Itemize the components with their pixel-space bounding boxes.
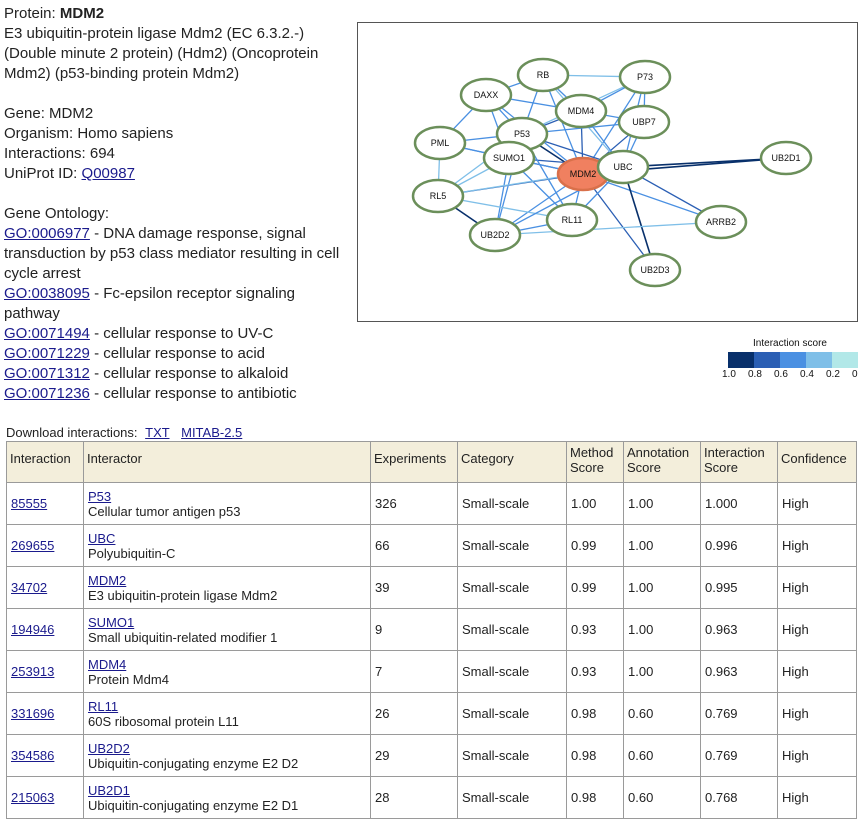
cell-annotation-score: 1.00 <box>624 525 701 567</box>
network-node-ub2d3[interactable] <box>630 254 680 286</box>
network-node-label: DAXX <box>473 90 499 100</box>
download-label: Download interactions: <box>6 425 138 440</box>
go-term-link[interactable]: GO:0071312 <box>4 365 90 382</box>
interactor-name: Protein Mdm4 <box>88 671 169 687</box>
go-term-text: - Fc-epsilon receptor signaling pathway <box>4 285 295 322</box>
cell-category: Small-scale <box>458 693 567 735</box>
network-node-label: RL11 <box>561 215 583 225</box>
header-category[interactable]: Category <box>458 442 567 483</box>
header-interactor[interactable]: Interactor <box>84 442 371 483</box>
interactor-symbol-link[interactable]: MDM4 <box>88 656 127 672</box>
go-term-text: - cellular response to acid <box>89 345 265 362</box>
header-method-score[interactable] <box>567 442 624 483</box>
cell-interactor <box>84 735 371 777</box>
go-term <box>4 364 354 384</box>
download-txt-link[interactable]: TXT <box>145 425 170 440</box>
network-node-label: UB2D1 <box>771 153 801 163</box>
cell-confidence: High <box>778 777 857 819</box>
protein-name: MDM2 <box>59 5 105 22</box>
network-node-arrb2[interactable] <box>696 206 746 238</box>
header-confidence[interactable]: Confidence <box>778 442 857 483</box>
go-term-text: - DNA damage response, signal transduction by p53 class mediator resulting in cell cycle arrest <box>4 225 340 282</box>
gene-ontology-title: Gene Ontology: <box>4 205 110 222</box>
go-term-link[interactable]: GO:0071236 <box>4 385 90 402</box>
legend-swatch <box>832 352 858 368</box>
protein-title <box>4 4 354 24</box>
network-node-label: ARRB2 <box>705 217 737 227</box>
go-term-link[interactable]: GO:0071494 <box>4 325 90 342</box>
cell-interaction <box>7 525 84 567</box>
interactor-name: Polyubiquitin-C <box>88 545 176 561</box>
table-row <box>7 609 857 651</box>
interactions-count: Interactions: 694 <box>4 145 115 162</box>
legend-swatch <box>780 352 806 368</box>
interaction-id-link[interactable]: 354586 <box>11 748 55 763</box>
cell-interaction <box>7 693 84 735</box>
cell-annotation-score: 0.60 <box>624 693 701 735</box>
cell-interactor <box>84 567 371 609</box>
cell-annotation-score: 0.60 <box>624 735 701 777</box>
header-method-line1: Method <box>570 445 614 460</box>
cell-interactor <box>84 483 371 525</box>
legend-tick: 0.6 <box>774 369 788 380</box>
cell-interaction <box>7 609 84 651</box>
cell-interaction <box>7 483 84 525</box>
cell-interaction-score: 0.963 <box>701 609 778 651</box>
interaction-id-link[interactable]: 269655 <box>11 538 55 553</box>
network-node-rl11[interactable] <box>547 204 597 236</box>
interactor-symbol-link[interactable]: RL11 <box>88 698 119 714</box>
interactor-symbol-link[interactable]: MDM2 <box>88 572 127 588</box>
go-term-link[interactable]: GO:0071229 <box>4 345 90 362</box>
cell-method-score: 1.00 <box>567 483 624 525</box>
network-node-pml[interactable] <box>415 127 465 159</box>
interaction-id-link[interactable]: 215063 <box>11 790 55 805</box>
go-term <box>4 224 354 284</box>
cell-experiments: 7 <box>371 651 458 693</box>
uniprot-row <box>4 164 354 184</box>
interaction-id-link[interactable]: 253913 <box>11 664 55 679</box>
legend-ticks <box>720 368 860 380</box>
cell-method-score: 0.99 <box>567 567 624 609</box>
cell-confidence: High <box>778 483 857 525</box>
cell-method-score: 0.93 <box>567 609 624 651</box>
cell-method-score: 0.98 <box>567 777 624 819</box>
cell-category: Small-scale <box>458 651 567 693</box>
interaction-id-link[interactable]: 34702 <box>11 580 48 595</box>
cell-category: Small-scale <box>458 735 567 777</box>
gene-ontology-list <box>4 224 354 404</box>
interactor-symbol-link[interactable]: UB2D2 <box>88 740 130 756</box>
network-graph[interactable] <box>358 23 857 321</box>
legend-tick: 0 <box>852 369 858 380</box>
legend-color-bar <box>728 352 860 368</box>
header-annotation-line1: Annotation <box>627 445 690 460</box>
table-header-row <box>7 442 857 483</box>
protein-label: Protein: <box>4 5 56 22</box>
go-term-text: - cellular response to UV-C <box>89 325 274 342</box>
protein-description: E3 ubiquitin-protein ligase Mdm2 (EC 6.3.2.-) (Double minute 2 protein) (Hdm2) (Oncoprotein Mdm2) (p53-binding protein Mdm2) <box>4 25 319 82</box>
cell-annotation-score: 1.00 <box>624 651 701 693</box>
uniprot-label: UniProt ID: <box>4 165 78 182</box>
cell-experiments: 29 <box>371 735 458 777</box>
header-experiments[interactable]: Experiments <box>371 442 458 483</box>
go-term-text: - cellular response to antibiotic <box>89 385 297 402</box>
go-term <box>4 344 354 364</box>
network-node-label: UB2D2 <box>480 230 510 240</box>
legend-tick: 0.8 <box>748 369 762 380</box>
interactor-name: Ubiquitin-conjugating enzyme E2 D2 <box>88 755 299 771</box>
header-interaction-score[interactable] <box>701 442 778 483</box>
network-node-rl5[interactable] <box>413 180 463 212</box>
network-node-label: SUMO1 <box>492 153 526 163</box>
network-node-label: UBP7 <box>632 117 656 127</box>
cell-confidence: High <box>778 525 857 567</box>
interaction-id-link[interactable]: 194946 <box>11 622 55 637</box>
go-term-text: - cellular response to alkaloid <box>89 365 289 382</box>
cell-interaction-score: 0.769 <box>701 735 778 777</box>
table-row <box>7 777 857 819</box>
network-node-label: MDM2 <box>569 169 597 179</box>
download-interactions <box>6 425 242 440</box>
cell-interaction <box>7 651 84 693</box>
cell-method-score: 0.93 <box>567 651 624 693</box>
cell-experiments: 326 <box>371 483 458 525</box>
header-method-line2: Score <box>570 460 604 475</box>
legend-swatch <box>806 352 832 368</box>
cell-interactor <box>84 609 371 651</box>
cell-interaction <box>7 735 84 777</box>
cell-confidence: High <box>778 693 857 735</box>
table-row <box>7 483 857 525</box>
network-node-label: PML <box>430 138 450 148</box>
network-node-label: P53 <box>513 129 531 139</box>
legend-title: Interaction score <box>753 338 827 349</box>
network-node-rb[interactable] <box>518 59 568 91</box>
network-node-ub2d2[interactable] <box>470 219 520 251</box>
interactor-symbol-link[interactable]: UB2D1 <box>88 782 130 798</box>
cell-annotation-score: 1.00 <box>624 567 701 609</box>
cell-experiments: 39 <box>371 567 458 609</box>
table-row <box>7 525 857 567</box>
network-node-label: UB2D3 <box>640 265 670 275</box>
table-row <box>7 651 857 693</box>
cell-method-score: 0.98 <box>567 735 624 777</box>
interactor-name: E3 ubiquitin-protein ligase Mdm2 <box>88 587 278 603</box>
legend-swatch <box>728 352 754 368</box>
go-term-link[interactable]: GO:0038095 <box>4 285 90 302</box>
cell-interactor <box>84 693 371 735</box>
network-node-daxx[interactable] <box>461 79 511 111</box>
go-term-link[interactable]: GO:0006977 <box>4 225 90 242</box>
header-annotation-line2: Score <box>627 460 661 475</box>
cell-interaction-score: 0.963 <box>701 651 778 693</box>
network-node-p73[interactable] <box>620 61 670 93</box>
go-term <box>4 384 354 404</box>
interactor-symbol-link[interactable]: SUMO1 <box>88 614 135 630</box>
cell-method-score: 0.99 <box>567 525 624 567</box>
network-node-mdm4[interactable] <box>556 95 606 127</box>
header-interaction-line1: Interaction <box>704 445 765 460</box>
legend-tick: 0.4 <box>800 369 814 380</box>
cell-annotation-score: 0.60 <box>624 777 701 819</box>
organism: Organism: Homo sapiens <box>4 125 174 142</box>
cell-confidence: High <box>778 567 857 609</box>
cell-experiments: 28 <box>371 777 458 819</box>
legend-tick: 0.2 <box>826 369 840 380</box>
table-row <box>7 693 857 735</box>
network-node-ubp7[interactable] <box>619 106 669 138</box>
cell-confidence: High <box>778 609 857 651</box>
score-legend <box>720 338 860 380</box>
cell-interaction-score: 1.000 <box>701 483 778 525</box>
table-row <box>7 567 857 609</box>
interaction-network[interactable] <box>357 22 858 322</box>
network-node-label: RL5 <box>429 191 447 201</box>
cell-method-score: 0.98 <box>567 693 624 735</box>
network-node-label: UBC <box>613 162 633 172</box>
cell-interaction-score: 0.996 <box>701 525 778 567</box>
header-annotation-score[interactable] <box>624 442 701 483</box>
cell-experiments: 66 <box>371 525 458 567</box>
go-term <box>4 284 354 324</box>
cell-experiments: 26 <box>371 693 458 735</box>
cell-interaction <box>7 567 84 609</box>
interactor-name: 60S ribosomal protein L11 <box>88 713 239 729</box>
network-node-label: MDM4 <box>567 106 595 116</box>
interactor-symbol-link[interactable]: UBC <box>88 530 116 546</box>
go-term <box>4 324 354 344</box>
interactor-symbol-link[interactable]: P53 <box>88 488 112 504</box>
cell-category: Small-scale <box>458 483 567 525</box>
network-node-label: P73 <box>636 72 654 82</box>
cell-annotation-score: 1.00 <box>624 483 701 525</box>
cell-interactor <box>84 525 371 567</box>
interaction-id-link[interactable]: 331696 <box>11 706 55 721</box>
interaction-id-link[interactable]: 85555 <box>11 496 48 511</box>
gene: Gene: MDM2 <box>4 105 94 122</box>
download-mitab-link[interactable]: MITAB-2.5 <box>181 425 243 440</box>
cell-category: Small-scale <box>458 609 567 651</box>
network-node-ubc[interactable] <box>598 151 648 183</box>
network-node-ub2d1[interactable] <box>761 142 811 174</box>
interactions-table <box>6 441 857 819</box>
legend-swatch <box>754 352 780 368</box>
cell-interactor <box>84 651 371 693</box>
cell-interactor <box>84 777 371 819</box>
network-node-label: RB <box>536 70 550 80</box>
interactor-name: Ubiquitin-conjugating enzyme E2 D1 <box>88 797 299 813</box>
network-node-sumo1[interactable] <box>484 142 534 174</box>
header-interaction-line2: Score <box>704 460 738 475</box>
uniprot-link[interactable]: Q00987 <box>81 165 135 182</box>
legend-tick: 1.0 <box>722 369 736 380</box>
interactor-name: Cellular tumor antigen p53 <box>88 503 241 519</box>
protein-info <box>4 4 354 404</box>
cell-annotation-score: 1.00 <box>624 609 701 651</box>
cell-interaction-score: 0.995 <box>701 567 778 609</box>
header-interaction[interactable]: Interaction <box>7 442 84 483</box>
cell-experiments: 9 <box>371 609 458 651</box>
cell-category: Small-scale <box>458 777 567 819</box>
cell-interaction-score: 0.769 <box>701 693 778 735</box>
table-row <box>7 735 857 777</box>
cell-interaction-score: 0.768 <box>701 777 778 819</box>
cell-category: Small-scale <box>458 525 567 567</box>
cell-interaction <box>7 777 84 819</box>
cell-category: Small-scale <box>458 567 567 609</box>
cell-confidence: High <box>778 651 857 693</box>
interactor-name: Small ubiquitin-related modifier 1 <box>88 629 278 645</box>
cell-confidence: High <box>778 735 857 777</box>
